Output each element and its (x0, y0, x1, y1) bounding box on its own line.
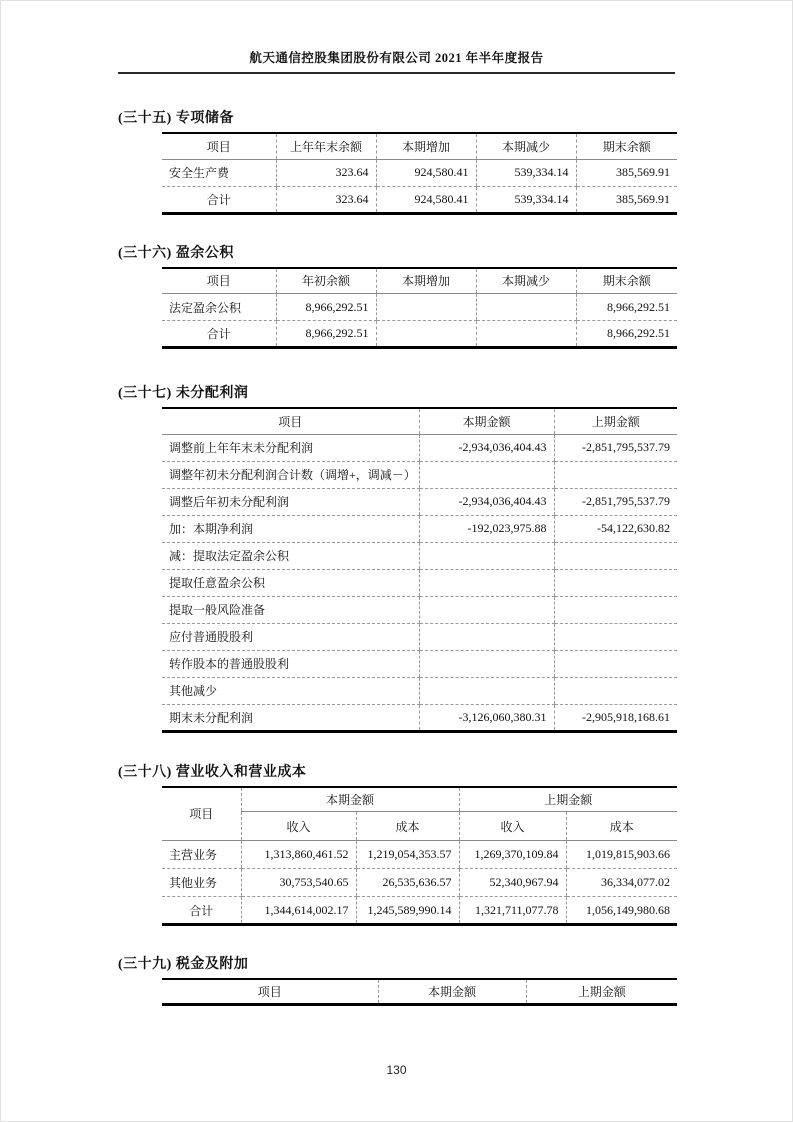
row-label: 主营业务 (162, 841, 241, 869)
cell: 1,056,149,980.68 (566, 897, 677, 925)
cell (476, 321, 576, 348)
cell: 52,340,967.94 (459, 869, 566, 897)
cell: 8,966,292.51 (576, 294, 677, 321)
cell (376, 294, 476, 321)
table-row (162, 650, 677, 677)
row-label: 提取一般风险准备 (162, 596, 419, 623)
table-total-row (162, 321, 677, 348)
row-label: 合计 (162, 186, 276, 213)
table-header-row (162, 979, 677, 1004)
col-header: 上期金额 (554, 408, 677, 434)
row-label: 调整前上年年末未分配利润 (162, 434, 419, 461)
cell (376, 321, 476, 348)
cell: 1,019,815,903.66 (566, 841, 677, 869)
row-label: 调整年初未分配利润合计数（调增+，调减－） (162, 461, 419, 488)
cell: 30,753,540.65 (241, 869, 356, 897)
table-row (162, 677, 677, 704)
cell: 26,535,636.57 (356, 869, 459, 897)
cell: 385,569.91 (576, 186, 677, 213)
section-taxes-surcharges (118, 956, 677, 1006)
cell: 1,313,860,461.52 (241, 841, 356, 869)
cell: 1,219,054,353.57 (356, 841, 459, 869)
cell: 8,966,292.51 (276, 294, 376, 321)
table-row (162, 488, 677, 515)
taxes-surcharges-table (162, 978, 677, 1006)
cell (419, 677, 554, 704)
table-row (162, 841, 677, 869)
row-label: 其他减少 (162, 677, 419, 704)
cell: 8,966,292.51 (276, 321, 376, 348)
table-header-row (162, 408, 677, 434)
group-header-current: 本期金额 (241, 787, 459, 812)
col-header: 本期金额 (378, 979, 526, 1004)
cell: 924,580.41 (376, 159, 476, 186)
col-header: 本期金额 (419, 408, 554, 434)
col-header: 收入 (241, 812, 356, 841)
col-header: 上年年末余额 (276, 133, 376, 159)
section-revenue-cost (118, 764, 677, 927)
cell (554, 569, 677, 596)
col-header: 本期增加 (376, 268, 476, 294)
cell (419, 596, 554, 623)
cell: 323.64 (276, 159, 376, 186)
cell: -2,934,036,404.43 (419, 434, 554, 461)
col-header: 项目 (162, 408, 419, 434)
col-header: 期末余额 (576, 133, 677, 159)
col-header: 项目 (257, 984, 282, 999)
cell: -192,023,975.88 (419, 515, 554, 542)
cell (419, 542, 554, 569)
cell: 1,344,614,002.17 (241, 897, 356, 925)
revenue-cost-table (162, 786, 677, 927)
special-reserve-table (162, 132, 677, 215)
cell (419, 569, 554, 596)
row-label: 其他业务 (162, 869, 241, 897)
page-header-title: 航天通信控股集团股份有限公司 2021 年半年度报告 (118, 49, 675, 74)
col-header: 上期金额 (526, 979, 677, 1004)
cell: 539,334.14 (476, 159, 576, 186)
group-header-prior: 上期金额 (459, 787, 677, 812)
cell (419, 461, 554, 488)
section-title: (三十八) 营业收入和营业成本 (118, 764, 307, 780)
cell: -2,851,795,537.79 (554, 488, 677, 515)
col-header: 项目 (162, 787, 241, 841)
table-row (162, 704, 677, 731)
table-row (162, 159, 677, 186)
row-label: 应付普通股股利 (162, 623, 419, 650)
table-row (162, 623, 677, 650)
cell: 924,580.41 (376, 186, 476, 213)
table-header-row (162, 133, 677, 159)
table-row (162, 461, 677, 488)
cell (419, 650, 554, 677)
section-title: (三十五) 专项储备 (118, 111, 234, 126)
cell: 539,334.14 (476, 186, 576, 213)
cell: 1,321,711,077.78 (459, 897, 566, 925)
cell (554, 623, 677, 650)
section-title: (三十六) 盈余公积 (118, 245, 234, 261)
table-row (162, 569, 677, 596)
table-row (162, 596, 677, 623)
row-label: 调整后年初未分配利润 (162, 488, 419, 515)
row-label: 安全生产费 (162, 159, 276, 186)
table-group-header-row (162, 787, 677, 812)
cell (554, 596, 677, 623)
section-surplus-reserve (118, 245, 677, 350)
col-header: 项目 (162, 268, 276, 294)
table-total-row (162, 186, 677, 213)
cell: -2,851,795,537.79 (554, 434, 677, 461)
row-label: 期末未分配利润 (162, 704, 419, 731)
section-title: (三十九) 税金及附加 (118, 957, 249, 972)
col-header: 成本 (356, 812, 459, 841)
surplus-reserve-table (162, 267, 677, 350)
cell: -2,905,918,168.61 (554, 704, 677, 731)
table-row (162, 434, 677, 461)
table-row (162, 542, 677, 569)
page-number: 130 (386, 1063, 407, 1077)
row-label: 减：提取法定盈余公积 (162, 542, 419, 569)
col-header: 本期增加 (376, 133, 476, 159)
col-header: 收入 (459, 812, 566, 841)
row-label: 法定盈余公积 (162, 294, 276, 321)
cell: -3,126,060,380.31 (419, 704, 554, 731)
col-header: 成本 (566, 812, 677, 841)
col-header: 本期减少 (476, 133, 576, 159)
cell (476, 294, 576, 321)
cell (554, 650, 677, 677)
row-label: 加：本期净利润 (162, 515, 419, 542)
cell (554, 461, 677, 488)
cell: 1,245,589,990.14 (356, 897, 459, 925)
cell: 323.64 (276, 186, 376, 213)
row-label: 转作股本的普通股股利 (162, 650, 419, 677)
section-undistributed-profit (118, 385, 677, 733)
col-header: 本期减少 (476, 268, 576, 294)
cell: 385,569.91 (576, 159, 677, 186)
section-title: (三十七) 未分配利润 (118, 386, 249, 401)
col-header: 项目 (162, 133, 276, 159)
cell: -2,934,036,404.43 (419, 488, 554, 515)
row-label: 合计 (162, 321, 276, 348)
cell: 36,334,077.02 (566, 869, 677, 897)
cell (419, 623, 554, 650)
table-header-row (162, 268, 677, 294)
table-row (162, 515, 677, 542)
table-row (162, 294, 677, 321)
cell: 1,269,370,109.84 (459, 841, 566, 869)
cell: 8,966,292.51 (576, 321, 677, 348)
cell (554, 542, 677, 569)
undistributed-profit-table (162, 407, 677, 733)
col-header: 年初余额 (276, 268, 376, 294)
cell (554, 677, 677, 704)
col-header: 期末余额 (576, 268, 677, 294)
cell: -54,122,630.82 (554, 515, 677, 542)
row-label: 提取任意盈余公积 (162, 569, 419, 596)
section-special-reserve (118, 110, 677, 215)
table-row (162, 869, 677, 897)
row-label: 合计 (162, 897, 241, 925)
table-total-row (162, 897, 677, 925)
